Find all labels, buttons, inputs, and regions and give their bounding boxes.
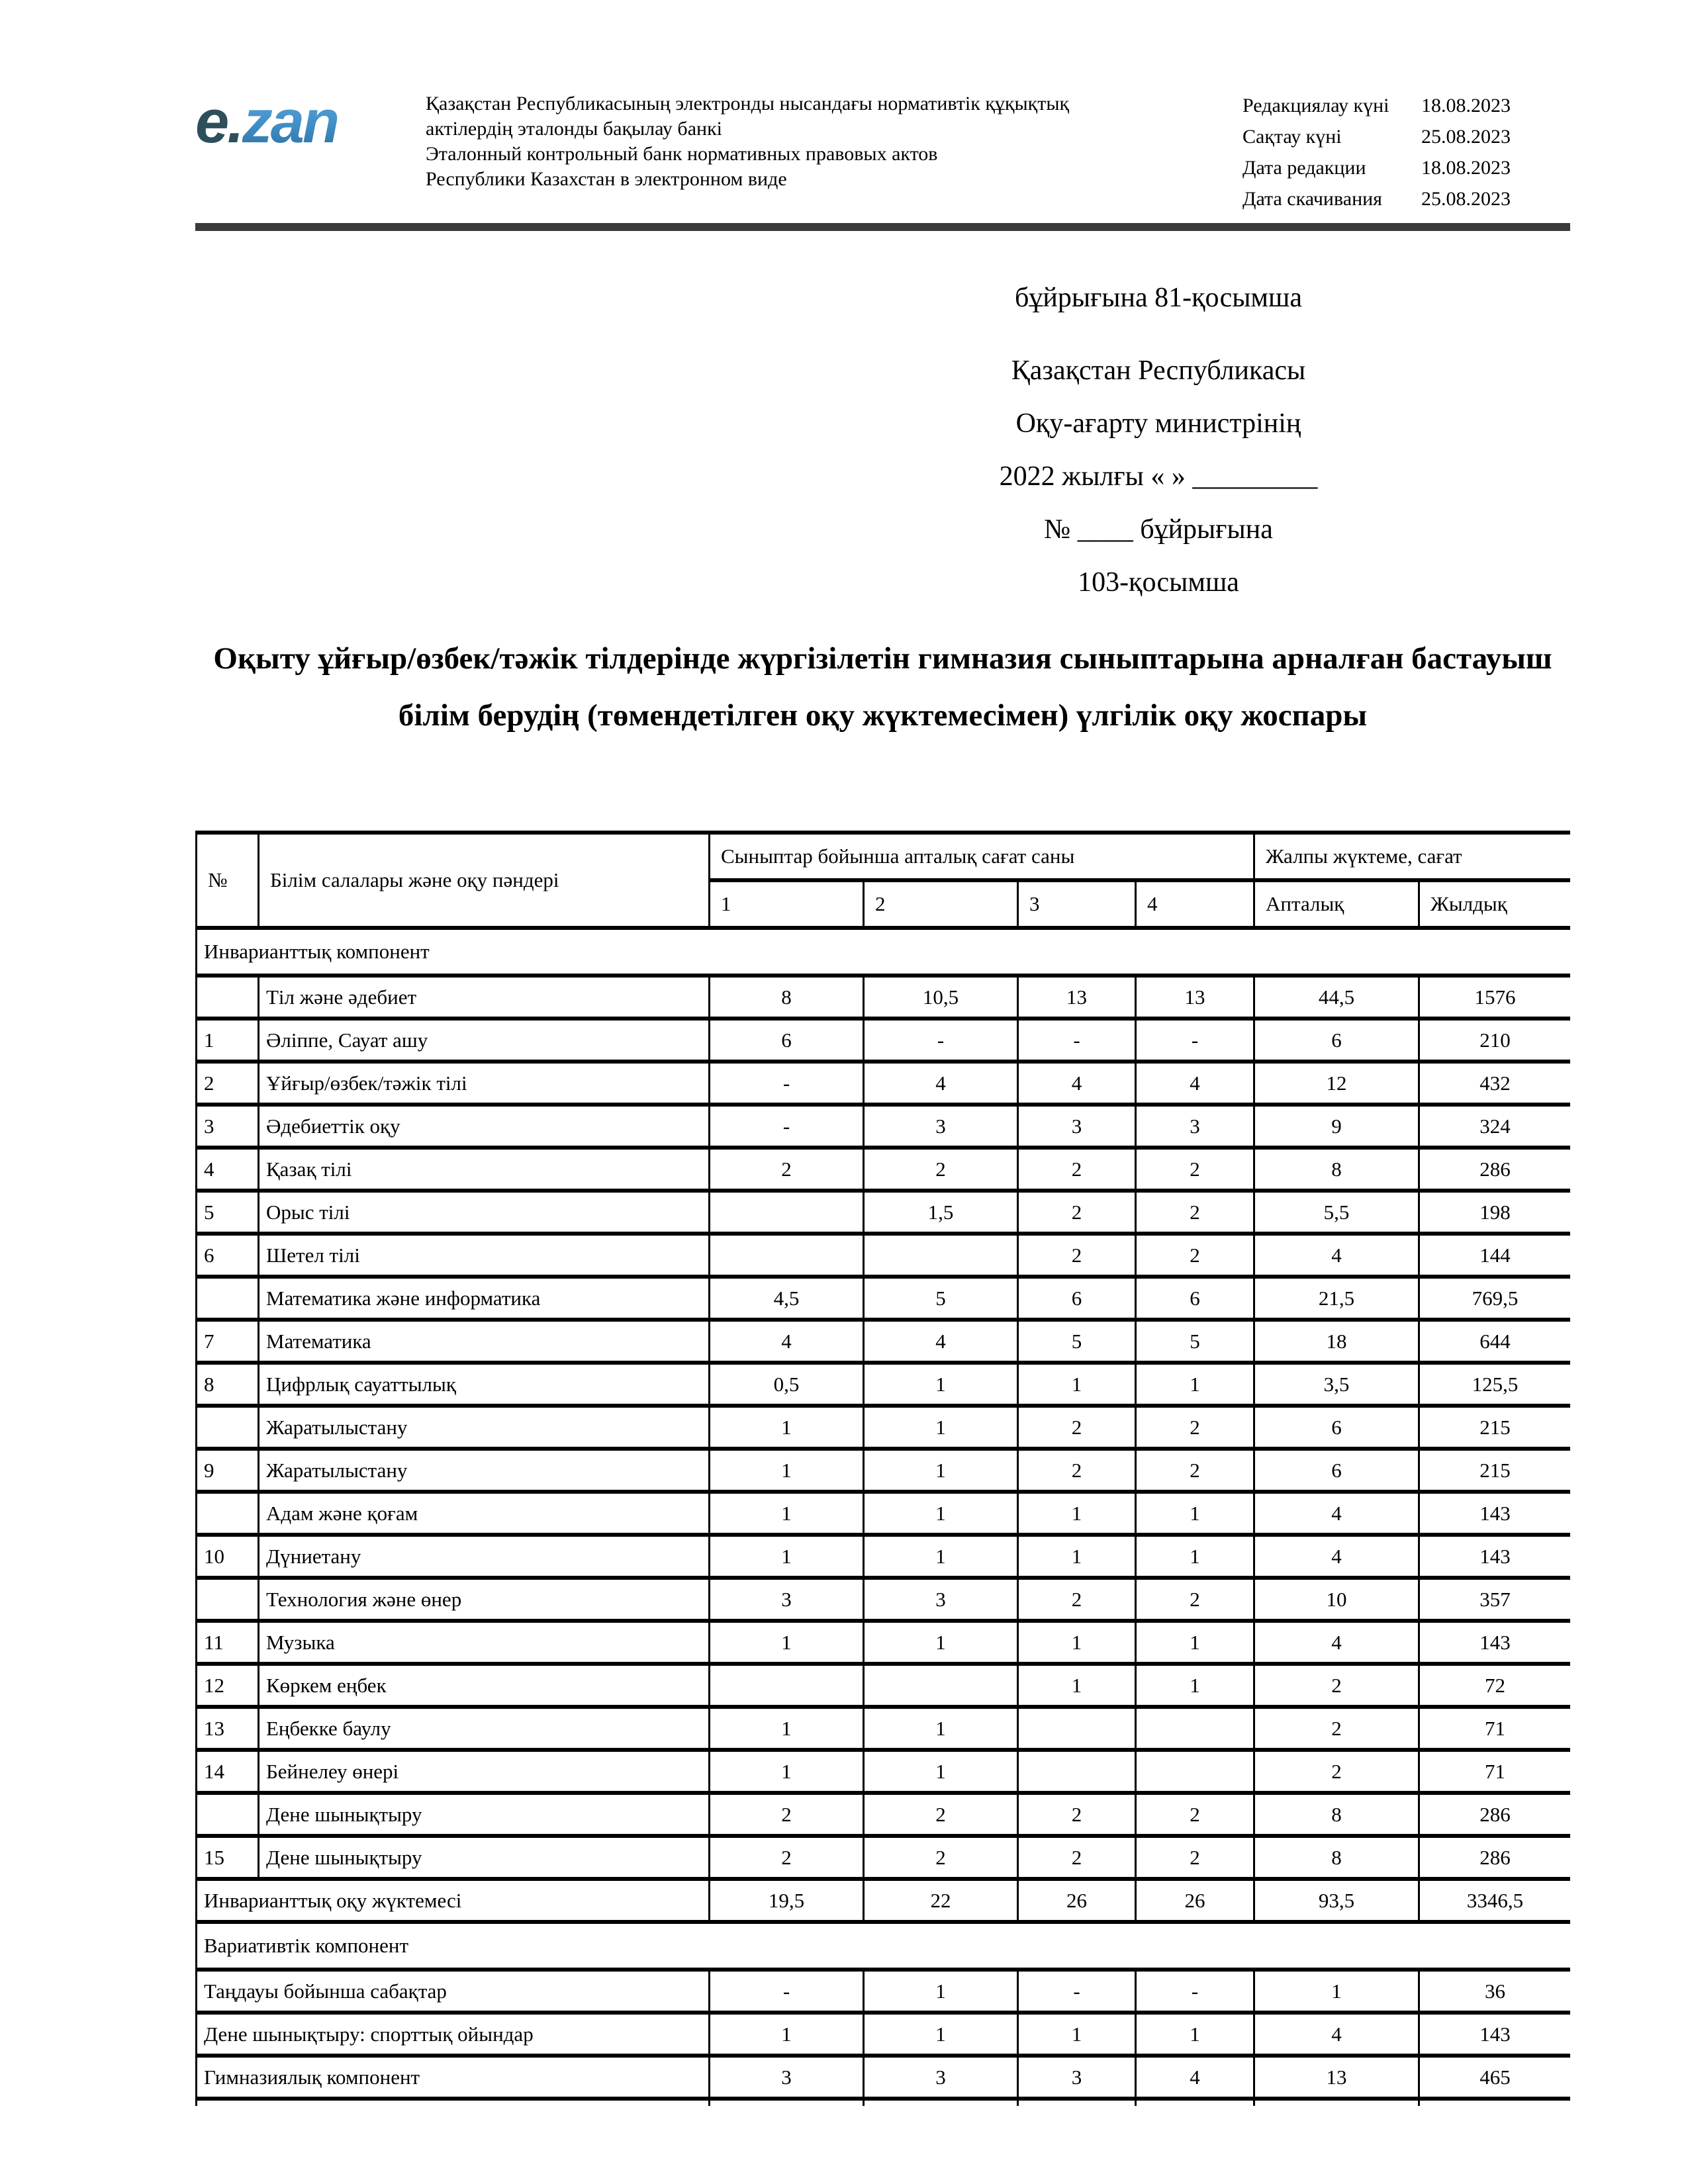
value-cell: 143 — [1419, 1492, 1570, 1535]
value-cell: 2 — [1018, 1234, 1136, 1277]
date-label: Дата скачивания — [1243, 188, 1382, 210]
value-cell: 2 — [864, 1836, 1018, 1879]
table-row — [197, 1148, 1571, 1191]
value-cell: 6 — [710, 1019, 864, 1062]
value-cell: 22 — [864, 1879, 1018, 1922]
value-cell: 2 — [1136, 1191, 1254, 1234]
value-cell: 286 — [1419, 1793, 1570, 1836]
table-container — [195, 831, 1570, 2106]
value-cell: 2 — [710, 1148, 864, 1191]
table-row — [197, 976, 1571, 1019]
value-cell: 2 — [1018, 1406, 1136, 1449]
value-cell: 3 — [710, 2056, 864, 2099]
value-cell: 2 — [1018, 1191, 1136, 1234]
value-cell: 4 — [1254, 1535, 1419, 1578]
value-cell: 4 — [1254, 1621, 1419, 1664]
bank-line: Республики Казахстан в электронном виде — [426, 168, 787, 190]
value-cell: 2 — [864, 1148, 1018, 1191]
value-cell: 71 — [1419, 1707, 1570, 1750]
value-cell: 1 — [1018, 1664, 1136, 1707]
value-cell: 1 — [864, 2013, 1018, 2056]
value-cell: 143 — [1419, 1535, 1570, 1578]
value-cell: 769,5 — [1419, 1277, 1570, 1320]
date-label: Дата редакции — [1243, 157, 1366, 179]
value-cell: 12 — [1254, 1062, 1419, 1105]
value-cell: 3 — [864, 1105, 1018, 1148]
value-cell — [1254, 2099, 1419, 2106]
value-cell: 10 — [1254, 1578, 1419, 1621]
subject-cell — [197, 2099, 710, 2106]
row-number-cell — [197, 1793, 259, 1836]
subject-cell: Адам және қоғам — [259, 1492, 710, 1535]
value-cell: 1 — [1136, 1664, 1254, 1707]
value-cell: 1 — [1136, 1621, 1254, 1664]
date-value: 25.08.2023 — [1421, 126, 1511, 148]
value-cell: 143 — [1419, 1621, 1570, 1664]
table-row — [197, 1879, 1571, 1922]
value-cell: 286 — [1419, 1148, 1570, 1191]
value-cell: 9 — [1254, 1105, 1419, 1148]
value-cell: 26 — [1018, 1879, 1136, 1922]
date-value: 25.08.2023 — [1421, 188, 1511, 210]
value-cell: 2 — [710, 1793, 864, 1836]
row-number-cell: 8 — [197, 1363, 259, 1406]
subject-cell: Инварианттық оқу жүктемесі — [197, 1879, 710, 1922]
appendix-block — [722, 271, 1595, 609]
value-cell: 198 — [1419, 1191, 1570, 1234]
value-cell: 3,5 — [1254, 1363, 1419, 1406]
section-row — [197, 1922, 1571, 1970]
value-cell: 2 — [710, 1836, 864, 1879]
value-cell: 2 — [1018, 1449, 1136, 1492]
table-row — [197, 1406, 1571, 1449]
date-value: 18.08.2023 — [1421, 95, 1511, 116]
appendix-line: 103-қосымша — [1078, 567, 1239, 598]
subject-cell: Дене шынықтыру: спорттық ойындар — [197, 2013, 710, 2056]
appendix-line: бұйрығына 81-қосымша — [1015, 283, 1302, 313]
value-cell: 1 — [864, 1535, 1018, 1578]
value-cell: 6 — [1136, 1277, 1254, 1320]
table-body — [197, 928, 1571, 2106]
value-cell: 1 — [1254, 1970, 1419, 2013]
value-cell: 8 — [710, 976, 864, 1019]
value-cell: 4 — [1136, 1062, 1254, 1105]
row-number-cell: 3 — [197, 1105, 259, 1148]
subject-cell: Орыс тілі — [259, 1191, 710, 1234]
subject-cell: Әліппе, Сауат ашу — [259, 1019, 710, 1062]
table-row — [197, 2056, 1571, 2099]
value-cell: 3 — [864, 2056, 1018, 2099]
value-cell: 465 — [1419, 2056, 1570, 2099]
value-cell: 1 — [1136, 1492, 1254, 1535]
table-row — [197, 1191, 1571, 1234]
value-cell: 1 — [864, 1621, 1018, 1664]
value-cell: 1 — [1136, 1535, 1254, 1578]
value-cell: 1,5 — [864, 1191, 1018, 1234]
value-cell: 1 — [864, 1406, 1018, 1449]
value-cell: 2 — [1018, 1148, 1136, 1191]
value-cell: - — [1018, 1019, 1136, 1062]
table-row — [197, 1970, 1571, 2013]
value-cell: 13 — [1018, 976, 1136, 1019]
page-title: Оқыту ұйғыр/өзбек/тәжік тілдерінде жүргізілетін гимназия сыныптарына арналған бастауыш білім берудің (төмендетілген оқу жүктемесімен) үлгілік оқу жоспары — [213, 641, 1552, 733]
col-header-grade-2: 2 — [864, 880, 1018, 928]
bank-line: Эталонный контрольный банк нормативных правовых актов — [426, 143, 938, 165]
bank-line: Қазақстан Республикасының электронды нысандағы нормативтік құқықтық — [426, 93, 1070, 114]
value-cell: 4 — [710, 1320, 864, 1363]
row-number-cell: 10 — [197, 1535, 259, 1578]
subject-cell: Математика — [259, 1320, 710, 1363]
value-cell: 72 — [1419, 1664, 1570, 1707]
value-cell: 36 — [1419, 1970, 1570, 2013]
table-row — [197, 1449, 1571, 1492]
table-row — [197, 2013, 1571, 2056]
value-cell: 10,5 — [864, 976, 1018, 1019]
value-cell: 4 — [1136, 2056, 1254, 2099]
value-cell: 2 — [1136, 1406, 1254, 1449]
subject-cell: Тіл және әдебиет — [259, 976, 710, 1019]
row-number-cell — [197, 1277, 259, 1320]
value-cell: 3 — [1136, 1105, 1254, 1148]
document-header — [195, 85, 1570, 214]
logo-part-zan: zan — [242, 88, 338, 156]
value-cell — [1018, 2099, 1136, 2106]
value-cell: 13 — [1136, 976, 1254, 1019]
value-cell: - — [864, 1019, 1018, 1062]
value-cell: 26 — [1136, 1879, 1254, 1922]
subject-cell: Әдебиеттік оқу — [259, 1105, 710, 1148]
value-cell: 1 — [864, 1750, 1018, 1793]
value-cell: 125,5 — [1419, 1363, 1570, 1406]
value-cell: 1 — [1136, 1363, 1254, 1406]
value-cell: 2 — [1254, 1664, 1419, 1707]
row-number-cell: 9 — [197, 1449, 259, 1492]
col-header-subject: Білім салалары және оқу пәндері — [259, 833, 710, 928]
subject-cell: Жаратылыстану — [259, 1449, 710, 1492]
value-cell: 2 — [1018, 1578, 1136, 1621]
value-cell — [710, 2099, 864, 2106]
value-cell: - — [710, 1062, 864, 1105]
row-number-cell: 1 — [197, 1019, 259, 1062]
value-cell: 6 — [1018, 1277, 1136, 1320]
value-cell: 644 — [1419, 1320, 1570, 1363]
value-cell: 324 — [1419, 1105, 1570, 1148]
table-row — [197, 1578, 1571, 1621]
table-row — [197, 1664, 1571, 1707]
value-cell: 13 — [1254, 2056, 1419, 2099]
value-cell: 6 — [1254, 1019, 1419, 1062]
row-number-cell — [197, 976, 259, 1019]
subject-cell: Математика және информатика — [259, 1277, 710, 1320]
value-cell: 19,5 — [710, 1879, 864, 1922]
value-cell: 1 — [710, 1707, 864, 1750]
value-cell: 2 — [1254, 1750, 1419, 1793]
subject-cell: Жаратылыстану — [259, 1406, 710, 1449]
value-cell — [1136, 2099, 1254, 2106]
appendix-line: Қазақстан Республикасы — [1011, 355, 1306, 386]
value-cell: 0,5 — [710, 1363, 864, 1406]
value-cell — [710, 1664, 864, 1707]
value-cell: 1 — [864, 1449, 1018, 1492]
subject-cell: Дене шынықтыру — [259, 1836, 710, 1879]
value-cell: 1 — [710, 1406, 864, 1449]
subject-cell: Таңдауы бойынша сабақтар — [197, 1970, 710, 2013]
value-cell — [1136, 1750, 1254, 1793]
value-cell — [1018, 1750, 1136, 1793]
table-header — [197, 833, 1571, 928]
value-cell: - — [1018, 1970, 1136, 2013]
col-header-grade-1: 1 — [710, 880, 864, 928]
value-cell: 357 — [1419, 1578, 1570, 1621]
value-cell — [864, 1664, 1018, 1707]
table-row — [197, 1277, 1571, 1320]
value-cell: 3 — [864, 1578, 1018, 1621]
table-row — [197, 1535, 1571, 1578]
row-number-cell: 11 — [197, 1621, 259, 1664]
dates-block — [1243, 85, 1570, 214]
appendix-line: № ____ бұйрығына — [1044, 514, 1273, 545]
table-row — [197, 1363, 1571, 1406]
subject-cell: Қазақ тілі — [259, 1148, 710, 1191]
subject-cell: Технология және өнер — [259, 1578, 710, 1621]
subject-cell: Музыка — [259, 1621, 710, 1664]
appendix-line: Оқу-ағарту министрінің — [1015, 408, 1301, 439]
value-cell: 3 — [1018, 1105, 1136, 1148]
value-cell: 1 — [1018, 1363, 1136, 1406]
row-number-cell — [197, 1578, 259, 1621]
appendix-line: 2022 жылғы « » _________ — [999, 461, 1318, 492]
table-row — [197, 1836, 1571, 1879]
table-row — [197, 1707, 1571, 1750]
ezan-logo — [195, 89, 394, 214]
value-cell — [864, 1234, 1018, 1277]
table-row — [197, 1234, 1571, 1277]
col-header-num: № — [197, 833, 259, 928]
value-cell: 5 — [864, 1277, 1018, 1320]
value-cell: 2 — [1136, 1148, 1254, 1191]
value-cell: 2 — [1136, 1234, 1254, 1277]
header-divider — [195, 223, 1570, 231]
value-cell: - — [710, 1970, 864, 2013]
table-row — [197, 1105, 1571, 1148]
col-header-total: Жалпы жүктеме, сағат — [1254, 833, 1570, 880]
value-cell: 1 — [864, 1707, 1018, 1750]
table-row — [197, 1621, 1571, 1664]
value-cell: 1 — [864, 1363, 1018, 1406]
value-cell — [710, 1191, 864, 1234]
value-cell — [710, 1234, 864, 1277]
value-cell: 2 — [1136, 1578, 1254, 1621]
value-cell: 2 — [1136, 1836, 1254, 1879]
row-number-cell: 12 — [197, 1664, 259, 1707]
logo-part-e: e. — [195, 88, 242, 156]
value-cell: 5 — [1018, 1320, 1136, 1363]
date-label: Редакциялау күні — [1243, 95, 1389, 116]
row-number-cell: 2 — [197, 1062, 259, 1105]
subject-cell: Гимназиялық компонент — [197, 2056, 710, 2099]
value-cell: 4 — [1254, 1234, 1419, 1277]
subject-cell: Дүниетану — [259, 1535, 710, 1578]
col-header-yearly: Жылдық — [1419, 880, 1570, 928]
value-cell: 1 — [710, 2013, 864, 2056]
value-cell: 1 — [1018, 2013, 1136, 2056]
value-cell: 18 — [1254, 1320, 1419, 1363]
value-cell: 3 — [710, 1578, 864, 1621]
value-cell: 215 — [1419, 1406, 1570, 1449]
row-number-cell: 5 — [197, 1191, 259, 1234]
value-cell: 1 — [710, 1492, 864, 1535]
table-row — [197, 1793, 1571, 1836]
col-header-grade-3: 3 — [1018, 880, 1136, 928]
value-cell: 1 — [1018, 1492, 1136, 1535]
value-cell: 1 — [1136, 2013, 1254, 2056]
value-cell: 21,5 — [1254, 1277, 1419, 1320]
row-number-cell: 6 — [197, 1234, 259, 1277]
bank-description — [426, 85, 1187, 214]
value-cell: 5,5 — [1254, 1191, 1419, 1234]
value-cell: 1 — [1018, 1621, 1136, 1664]
row-number-cell: 13 — [197, 1707, 259, 1750]
subject-cell: Дене шынықтыру — [259, 1793, 710, 1836]
value-cell: 44,5 — [1254, 976, 1419, 1019]
curriculum-table — [195, 831, 1570, 2106]
col-header-weekly: Апталық — [1254, 880, 1419, 928]
table-row — [197, 1492, 1571, 1535]
value-cell: 1 — [710, 1449, 864, 1492]
table-row — [197, 2099, 1571, 2106]
value-cell: 215 — [1419, 1449, 1570, 1492]
row-number-cell — [197, 1406, 259, 1449]
value-cell: 2 — [1136, 1793, 1254, 1836]
row-number-cell — [197, 1492, 259, 1535]
value-cell: 4 — [1254, 1492, 1419, 1535]
section-row — [197, 928, 1571, 976]
value-cell: 8 — [1254, 1836, 1419, 1879]
subject-cell: Көркем еңбек — [259, 1664, 710, 1707]
value-cell: 2 — [864, 1793, 1018, 1836]
value-cell: 4 — [1254, 2013, 1419, 2056]
value-cell: 6 — [1254, 1449, 1419, 1492]
date-value: 18.08.2023 — [1421, 157, 1511, 179]
value-cell: 8 — [1254, 1793, 1419, 1836]
value-cell: 71 — [1419, 1750, 1570, 1793]
value-cell: 286 — [1419, 1836, 1570, 1879]
value-cell: 1576 — [1419, 976, 1570, 1019]
date-label: Сақтау күні — [1243, 126, 1342, 148]
value-cell: 5 — [1136, 1320, 1254, 1363]
value-cell: - — [1136, 1019, 1254, 1062]
value-cell: 1 — [864, 1492, 1018, 1535]
value-cell: 143 — [1419, 2013, 1570, 2056]
value-cell: 6 — [1254, 1406, 1419, 1449]
subject-cell: Цифрлық сауаттылық — [259, 1363, 710, 1406]
subject-cell: Ұйғыр/өзбек/тәжік тілі — [259, 1062, 710, 1105]
col-header-weekly-hours: Сыныптар бойынша апталық сағат саны — [710, 833, 1254, 880]
value-cell: 144 — [1419, 1234, 1570, 1277]
value-cell — [1419, 2099, 1570, 2106]
value-cell: 3 — [1018, 2056, 1136, 2099]
value-cell: 1 — [710, 1621, 864, 1664]
col-header-grade-4: 4 — [1136, 880, 1254, 928]
subject-cell: Бейнелеу өнері — [259, 1750, 710, 1793]
row-number-cell: 15 — [197, 1836, 259, 1879]
value-cell: 2 — [1018, 1793, 1136, 1836]
value-cell: 1 — [864, 1970, 1018, 2013]
value-cell: 1 — [710, 1750, 864, 1793]
value-cell: - — [710, 1105, 864, 1148]
row-number-cell: 14 — [197, 1750, 259, 1793]
row-number-cell: 4 — [197, 1148, 259, 1191]
value-cell: 2 — [1254, 1707, 1419, 1750]
value-cell — [864, 2099, 1018, 2106]
table-row — [197, 1062, 1571, 1105]
table-row — [197, 1320, 1571, 1363]
value-cell — [1136, 1707, 1254, 1750]
bank-line: актілердің эталонды бақылау банкі — [426, 118, 722, 140]
value-cell: 4 — [864, 1320, 1018, 1363]
value-cell: 3346,5 — [1419, 1879, 1570, 1922]
value-cell: 4,5 — [710, 1277, 864, 1320]
table-row — [197, 1750, 1571, 1793]
value-cell: 2 — [1018, 1836, 1136, 1879]
section-label: Вариативтік компонент — [197, 1922, 1571, 1970]
value-cell: 93,5 — [1254, 1879, 1419, 1922]
value-cell: 4 — [1018, 1062, 1136, 1105]
row-number-cell: 7 — [197, 1320, 259, 1363]
value-cell — [1018, 1707, 1136, 1750]
value-cell: 4 — [864, 1062, 1018, 1105]
table-row — [197, 1019, 1571, 1062]
value-cell: - — [1136, 1970, 1254, 2013]
value-cell: 1 — [1018, 1535, 1136, 1578]
subject-cell: Шетел тілі — [259, 1234, 710, 1277]
value-cell: 2 — [1136, 1449, 1254, 1492]
value-cell: 210 — [1419, 1019, 1570, 1062]
value-cell: 8 — [1254, 1148, 1419, 1191]
section-label: Инварианттық компонент — [197, 928, 1571, 976]
subject-cell: Еңбекке баулу — [259, 1707, 710, 1750]
table-header-row — [197, 833, 1571, 880]
value-cell: 1 — [710, 1535, 864, 1578]
value-cell: 432 — [1419, 1062, 1570, 1105]
